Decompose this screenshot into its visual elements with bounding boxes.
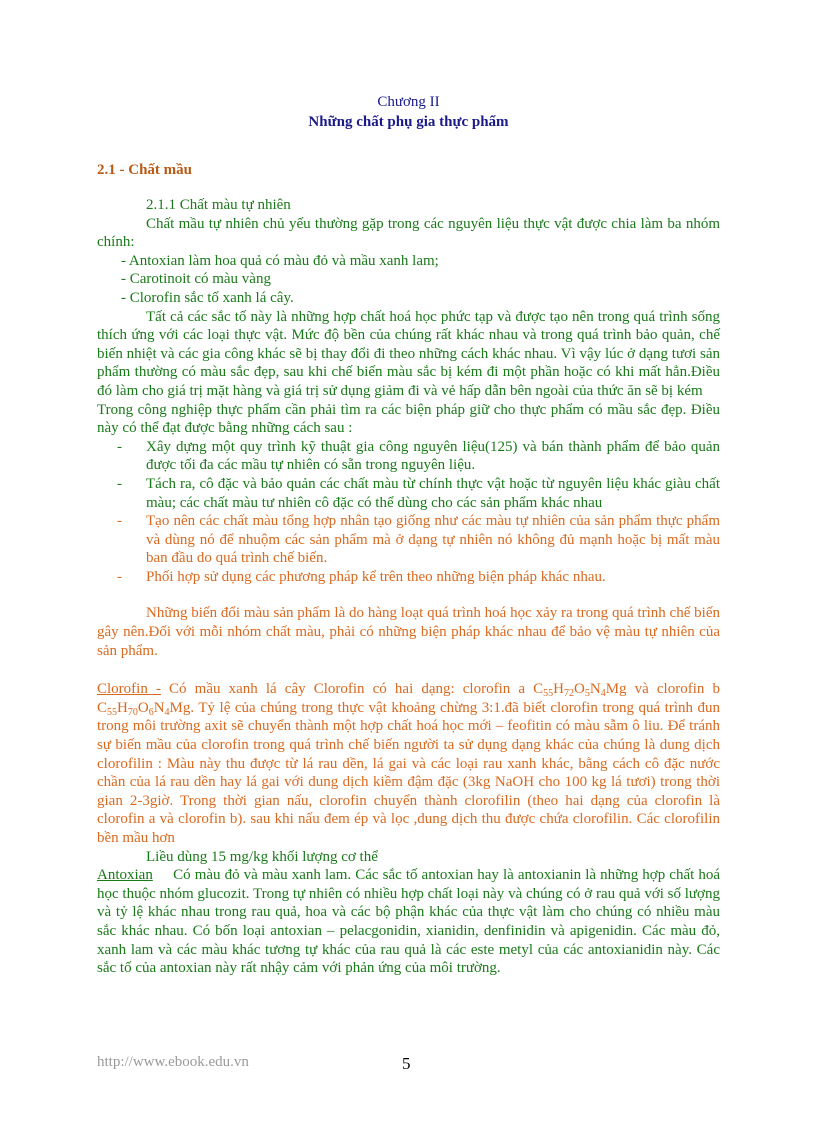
dash-marker: - <box>117 568 122 585</box>
clorofin-heading: Clorofin - <box>97 681 161 698</box>
section-title: 2.1 - Chất mầu <box>97 162 193 178</box>
page-footer <box>97 1054 417 1076</box>
measure-item <box>97 512 720 568</box>
antoxian-heading: Antoxian <box>97 867 153 884</box>
document-page <box>97 92 720 978</box>
measure-item <box>97 438 720 475</box>
intro-paragraph: Chất mầu tự nhiên chủ yếu thường gặp trong các nguyên liệu thực vật được chia làm ba nhóm chính: <box>97 215 720 251</box>
formula-clorofin-b: $C_{55}H_{70}O_6N_4Mg$ <box>97 699 191 718</box>
color-group-item: - Clorofin sắc tố xanh lá cây. <box>121 289 294 306</box>
color-group-item: - Antoxian làm hoa quả có màu đỏ và mầu xanh lam; <box>121 252 439 269</box>
chapter-label: Chương II <box>377 94 440 110</box>
measure-text: Tạo nên các chất màu tổng hợp nhân tạo giống như các màu tự nhiên của sản phẩm thực phẩm và dùng nó để nhuộm các sản phẩm mà ở dạng tự nhiên nó không đủ mạnh hoặc bị mất màu ban đầu do quá trình chế biến. <box>146 513 720 567</box>
measure-item <box>97 568 720 587</box>
measure-text: Xây dựng một quy trình kỹ thuật gia công nguyên liệu(125) và bán thành phẩm để bảo quản được tối đa các mầu tự nhiên có sẵn trong nguyên liệu. <box>146 438 720 474</box>
antoxian-paragraph: Antoxian Có màu đỏ và màu xanh lam. Các sắc tố antoxian hay là antoxianin là những hợp chất hoá học thuộc nhóm glucozit. Trong tự nhiên có nhiều hợp chất loại này và chúng có ở rau quả với số lượng và tỷ lệ khác nhau trong rau quả, hoa và các bộ phận khác của thực vật làm cho chúng có nhiều màu sắc khác nhau. Có bốn loại antoxian – pelacgonidin, xianidin, denfinidin và apigenidin. Các màu đỏ, xanh lam và các màu khác tương tự khác của rau quả là các este metyl của các antoxianidin này. Các sắc tố của antoxian này rất nhậy cảm với phản ứng của môi trường. <box>97 867 720 977</box>
dash-marker: - <box>117 513 122 530</box>
formula-clorofin-a: $C_{55}H_{72}O_5N_4Mg$ <box>533 681 627 700</box>
footer-url: http://www.ebook.edu.vn <box>97 1054 249 1070</box>
clorofin-paragraph: Clorofin - Có mầu xanh lá cây Clorofin có hai dạng: clorofin a $C_{55}H_{72}O_5N_4Mg$ và clorofin b $C_{55}H_{70}O_6N_4Mg$. Tỷ lệ của chúng trong thực vật khoảng chừng 3:1.đã biết clorofin trong quá trình đun trong môi trường axit sẽ chuyển thành một hợp chất hoá học mới – feofitin có màu sẫm ô liu. Để tránh sự biến mầu của clorofin trong quá trình chế biến người ta sử dụng dạng khác của chúng là dung dịch clorofilin : Màu này thu được từ lá rau dền, lá gai và các loại rau xanh khác, bằng cách cô đặc nước chần của lá rau dền hay lá gai với dung dịch kiềm đậm đặc (3kg NaOH cho 100 kg lá tươi) trong thời gian 2-3giờ. Trong thời gian nấu, clorofin chuyển thành clorofilin (theo hai dạng của clorofin là clorofin a và clorofin b). sau khi nấu đem ép và lọc ,dung dịch thu được chứa clorofilin. Các clorofilin bền mầu hơn <box>97 681 720 846</box>
paragraph-pigments: Tất cả các sắc tố này là những hợp chất hoá học phức tạp và được tạo nên trong quá trình sống thích ứng với các loại thực vật. Mức độ bền của chúng rất khác nhau và trong quá trình bảo quản, chế biến nhiệt và các gia công khác sẽ bị thay đổi đi theo những cách khác nhau. Vì vậy lúc ở dạng tươi sản phẩm thường có màu sắc đẹp, sau khi chế biến màu sắc bị kém đi một phần hoặc có khi mất hẳn.Điều đó làm cho giá trị mặt hàng và giá trị sử dụng giảm đi và vẻ hấp dẫn bên ngoài của thức ăn sẽ bị kém <box>97 308 720 399</box>
page-number: 5 <box>402 1054 411 1073</box>
subsection-title: 2.1.1 Chất màu tự nhiên <box>146 197 291 213</box>
measure-text: Tách ra, cô đặc và bảo quản các chất màu từ chính thực vật hoặc từ nguyên liệu khác giàu chất màu; các chất màu tư nhiên cô đặc có thể dùng cho các sản phẩm khác nhau <box>146 475 720 511</box>
paragraph-industry: Trong công nghiệp thực phẩm cần phải tìm ra các biện pháp giữ cho thực phẩm có mầu sắc đẹp. Điều này có thể đạt được bằng những cách sau : <box>97 401 720 437</box>
dash-marker: - <box>117 475 122 492</box>
measure-item <box>97 475 720 512</box>
paragraph-color-changes: Những biến đổi màu sản phẩm là do hàng loạt quá trình hoá học xảy ra trong quá trình chế biến gây nên.Đối với mỗi nhóm chất màu, phải có những biện pháp khác nhau để bảo vệ màu tự nhiên của sản phẩm. <box>97 605 720 659</box>
color-group-item: - Carotinoit có màu vàng <box>121 271 271 288</box>
chapter-title: Những chất phụ gia thực phẩm <box>308 114 509 130</box>
dash-marker: - <box>117 438 122 455</box>
measure-text: Phối hợp sử dụng các phương pháp kể trên theo những biện pháp khác nhau. <box>146 568 606 585</box>
dosage-line: Liều dùng 15 mg/kg khối lượng cơ thể <box>146 848 378 865</box>
